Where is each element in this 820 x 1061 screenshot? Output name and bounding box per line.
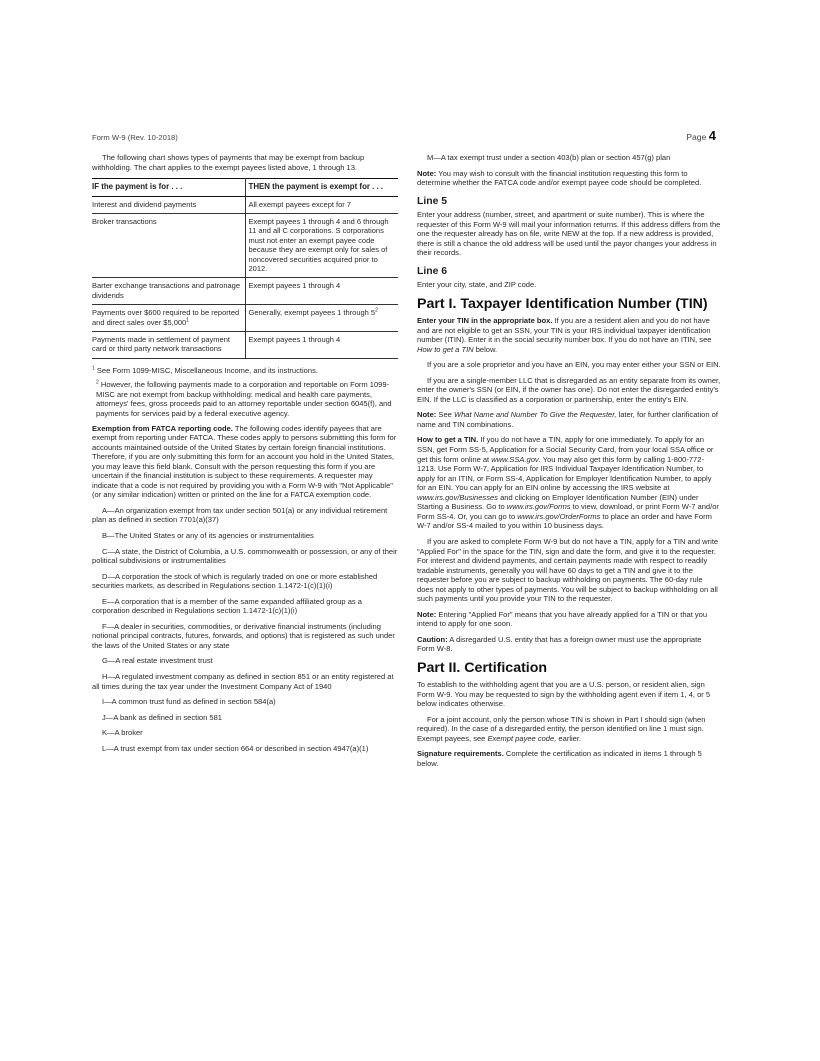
page-indicator — [686, 128, 716, 143]
applied-for-paragraph: If you are asked to complete Form W-9 but do not have a TIN, apply for a TIN and write "Applied For" in the space for the TIN, sign and date the form, and give it to the requester. For interest and dividend payments, and certain payments made with respect to readily tradable instruments, generally you will have 60 days to get a TIN and give it to the requester before you are subject to backup withholding on payments. The 60-day rule does not apply to other types of payments. You will be subject to backup withholding on all such payments until you provide your TIN to the requester. — [417, 536, 719, 604]
table-header-row — [92, 179, 398, 196]
line5-text: Enter your address (number, street, and apartment or suite number). This is where the requester of this Form W-9 will mail your information returns. If this address differs from the one the requester already has on file, write NEW at the top. If a new address is provided, there is still a chance the old address will be used until the payor changes your address in their records. — [417, 210, 721, 258]
code-item: G—A real estate investment trust — [102, 656, 213, 666]
line6-text: Enter your city, state, and ZIP code. — [417, 280, 537, 290]
line6-heading: Line 6 — [417, 265, 448, 277]
how-to-get-tin-paragraph: How to get a TIN. If you do not have a TIN, apply for one immediately. To apply for an SSN, get Form SS-5, Application for a Social Security Card, from your local SSA office or get this form online at www.SSA.gov. You may also get this form by calling 1-800-772-1213. Use Form W-7, Application for IRS Individual Taxpayer Identification Number, to apply for an ITIN, or Form SS-4, Application for Employer Identification Number, to apply for an EIN. You can apply for an EIN online by accessing the IRS website at www.irs.gov/Businesses and clicking on Employer Identification Number (EIN) under Starting a Business. Go to www.irs.gov/Forms to view, download, or print Form W-7 and/or Form SS-4. Or, you can go to www.irs.gov/OrderForms to place an order and have Form W-7 and/or SS-4 mailed to you within 10 business days. — [417, 435, 719, 531]
line5-heading: Line 5 — [417, 195, 448, 207]
code-item: I—A common trust fund as defined in section 584(a) — [102, 697, 276, 707]
row-then-cell: All exempt payees except for 7 — [245, 196, 398, 213]
part1-heading: Part I. Taxpayer Identification Number (TIN) — [417, 296, 708, 313]
table-row — [92, 278, 398, 305]
row-if-cell: Payments made in settlement of payment card or third party network transactions — [92, 331, 245, 358]
table-row — [92, 213, 398, 277]
code-item: L—A trust exempt from tax under section 664 or described in section 4947(a)(1) — [102, 743, 369, 753]
code-item: B—The United States or any of its agencies or instrumentalities — [102, 530, 314, 540]
note-name-number: Note: See What Name and Number To Give the Requester, later, for further clarification of name and TIN combinations. — [417, 410, 718, 429]
signature-requirements-paragraph: Signature requirements. Complete the certification as indicated in items 1 through 5 below. — [417, 749, 702, 768]
row-then-cell: Exempt payees 1 through 4 — [245, 331, 398, 358]
code-item: H—A regulated investment company as defined in section 851 or an entity registered at all times during the tax year under the Investment Company Act of 1940 — [92, 672, 394, 691]
code-item: E—A corporation that is a member of the same expanded affiliated group as a corporation described in Regulations section 1.1472-1(c)(1)(i) — [92, 596, 362, 616]
fatca-paragraph: Exemption from FATCA reporting code. The following codes identify payees that are exempt from reporting under FATCA. These codes apply to persons submitting this form for accounts maintained outside of the United States by certain foreign financial institutions. Therefore, if you are only submitting this form for an account you hold in the United States, you may leave this field blank. Consult with the person requesting this form if you are uncertain if the financial institution is subject to these requirements. A requester may indicate that a code is not required by providing you with a Form W-9 with "Not Applicable" (or any similar indication) written or printed on the line for a FATCA exemption code. — [92, 423, 397, 500]
column-header-then: THEN the payment is exempt for . . . — [245, 179, 398, 196]
left-column — [92, 153, 398, 759]
column-header-if: IF the payment is for . . . — [92, 179, 245, 196]
code-item: A—An organization exempt from tax under section 501(a) or any individual retirement plan as defined in section 7701(a)(37) — [92, 505, 388, 525]
chart-intro: The following chart shows types of payments that may be exempt from backup withholding. The chart applies to the exempt payees listed above, 1 through 13. — [92, 153, 365, 172]
row-then-cell: Exempt payees 1 through 4 and 6 through 11 and all C corporations. S corporations must not enter an exempt payee code because they are exempt only for sales of noncovered securities acquired prior to 2012. — [245, 213, 398, 277]
irs-businesses-url: www.irs.gov/Businesses — [417, 492, 498, 502]
code-item: K—A broker — [102, 728, 143, 738]
footnote-ref: 1 — [186, 317, 190, 324]
joint-account-paragraph: For a joint account, only the person whose TIN is shown in Part I should sign (when required). In the case of a disregarded entity, the person identified on line 1 must sign. Exempt payees, see Exempt payee code, earlier. — [417, 714, 706, 743]
row-if-cell: Broker transactions — [92, 213, 245, 277]
note-applied-for: Note: Entering "Applied For" means that you have already applied for a TIN or that you intend to apply for one soon. — [417, 609, 708, 629]
note-fatca: Note: You may wish to consult with the financial institution requesting this form to determine whether the FATCA code and/or exempt payee code should be completed. — [417, 168, 702, 188]
irs-orderforms-url: www.irs.gov/OrderForms — [517, 511, 601, 521]
form-id: Form W-9 (Rev. 10-2018) — [92, 133, 178, 142]
irs-forms-url: www.irs.gov/Forms — [506, 502, 571, 512]
enter-tin-paragraph: Enter your TIN in the appropriate box. If you are a resident alien and you do not have and are not eligible to get an SSN, your TIN is your IRS individual taxpayer identification number (ITIN). Enter it in the social security number box. If you do not have an ITIN, see How to get a TIN below. — [417, 316, 712, 354]
right-column — [417, 153, 721, 774]
table-row — [92, 305, 398, 332]
code-item: C—A state, the District of Columbia, a U.S. commonwealth or possession, or any of their political subdivisions or instrumentalities — [92, 546, 398, 566]
sole-proprietor-paragraph: If you are a sole proprietor and you have an EIN, you may enter either your SSN or EIN. — [427, 360, 721, 370]
code-item: F—A dealer in securities, commodities, or derivative financial instruments (including notional principal contracts, futures, forwards, and options) that is registered as such under the laws of the United States or any state — [92, 621, 395, 650]
row-then-cell: Exempt payees 1 through 4 — [245, 278, 398, 305]
code-item: J—A bank as defined in section 581 — [102, 712, 222, 722]
footnote-ref: 2 — [375, 307, 378, 314]
page-label: Page — [686, 132, 707, 142]
row-if-cell: Barter exchange transactions and patronage dividends — [92, 278, 245, 305]
ssa-url: www.SSA.gov — [491, 454, 539, 464]
row-if-cell: Interest and dividend payments — [92, 196, 245, 213]
caution-paragraph: Caution: A disregarded U.S. entity that has a foreign owner must use the appropriate Form W-8. — [417, 634, 702, 654]
code-item: D—A corporation the stock of which is regularly traded on one or more established securities markets, as described in Regulations section 1.1472-1(c)(1)(i) — [92, 571, 378, 591]
exemption-table — [92, 178, 398, 359]
footnote-2: $^2$ However, the following payments made to a corporation and reportable on Form 1099-MISC are not exempt from backup withholding: medical and health care payments, attorneys' fees, gross proceeds paid to an attorney reportable under section 6045(f), and payments for services paid by a federal executive agency. — [96, 379, 392, 418]
row-if-cell: Payments over $600 required to be reported and direct sales over $5,000$^1$ — [92, 305, 245, 332]
row-then-cell: Generally, exempt payees 1 through $5^2$ — [245, 305, 398, 332]
page-number: 4 — [708, 128, 716, 143]
certification-paragraph: To establish to the withholding agent that you are a U.S. person, or resident alien, sign Form W-9. You may be requested to sign by the withholding agent even if item 1, 4, or 5 below indicates otherwise. — [417, 679, 711, 709]
part2-heading: Part II. Certification — [417, 659, 548, 676]
table-row — [92, 196, 398, 213]
code-item-m: M—A tax exempt trust under a section 403(b) plan or section 457(g) plan — [427, 153, 671, 162]
table-row — [92, 331, 398, 358]
fatca-title: Exemption from FATCA reporting code. — [92, 423, 233, 433]
llc-paragraph: If you are a single-member LLC that is disregarded as an entity separate from its owner, enter the owner's SSN (or EIN, if the owner has one). Do not enter the disregarded entity's EIN. If the LLC is classified as a corporation or partnership, enter the entity's EIN. — [417, 375, 721, 404]
footnote-1: $^1$ See Form 1099-MISC, Miscellaneous Income, and its instructions. — [92, 365, 318, 375]
